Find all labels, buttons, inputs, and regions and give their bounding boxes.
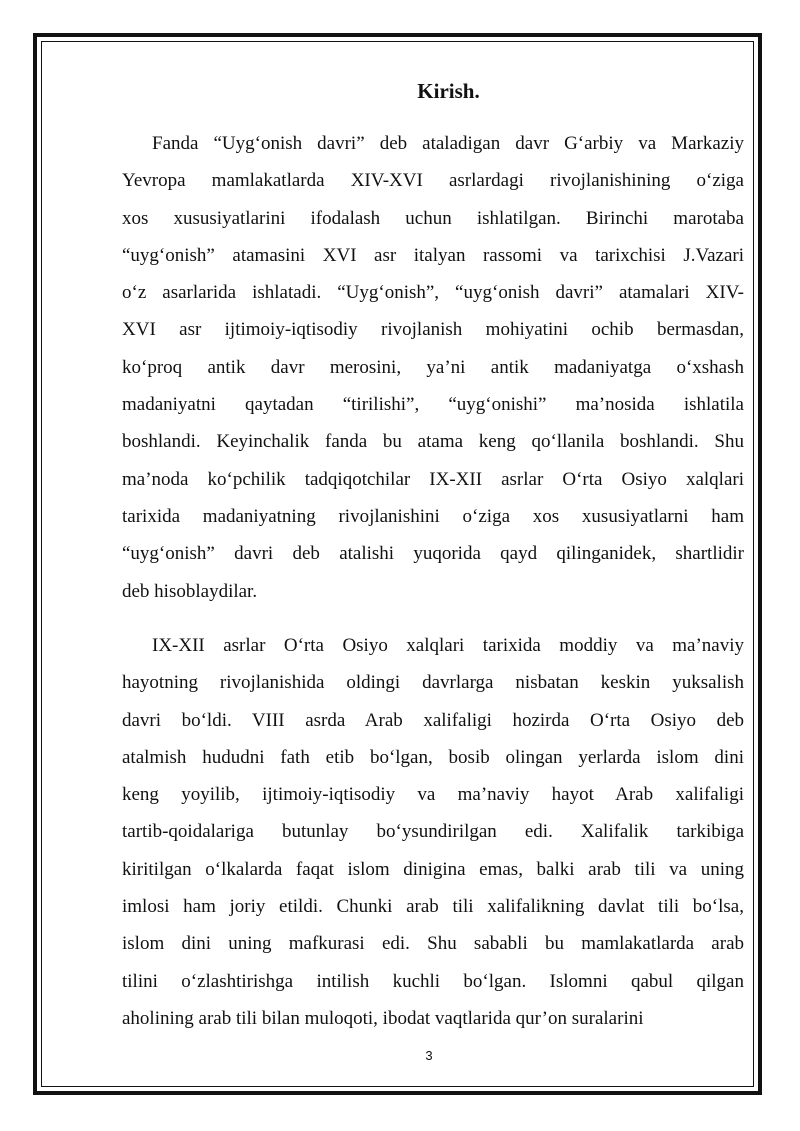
- page-title: Kirish.: [417, 79, 480, 103]
- paragraph-line: xos xususiyatlarini ifodalash uchun ishlatilgan. Birinchi marotaba: [122, 207, 744, 229]
- paragraph-line: ko‘proq antik davr merosini, ya’ni antik madaniyatga o‘xshash: [122, 356, 744, 378]
- paragraph-line: XVI asr ijtimoiy-iqtisodiy rivojlanish mohiyatini ochib bermasdan,: [122, 319, 744, 341]
- paragraph-line: Fanda “Uyg‘onish davri” deb ataladigan davr G‘arbiy va Markaziy: [152, 133, 744, 154]
- paragraph-line: aholining arab tili bilan muloqoti, ibodat vaqtlarida qur’on suralarini: [122, 1007, 644, 1029]
- paragraph-line: boshlandi. Keyinchalik fanda bu atama keng qo‘llanila boshlandi. Shu: [122, 431, 744, 453]
- paragraph-line: kiritilgan o‘lkalarda faqat islom dinigina emas, balki arab tili va uning: [122, 858, 744, 880]
- paragraph-1: [122, 125, 744, 610]
- paragraph-line: o‘z asarlarida ishlatadi. “Uyg‘onish”, “uyg‘onish davri” atamalari XIV-: [122, 282, 744, 304]
- paragraph-line: islom dini uning mafkurasi edi. Shu sababli bu mamlakatlarda arab: [122, 933, 744, 955]
- paragraph-line: davri bo‘ldi. VIII asrda Arab xalifaligi hozirda O‘rta Osiyo deb: [122, 709, 744, 731]
- paragraph-line: tilini o‘zlashtirishga intilish kuchli bo‘lgan. Islomni qabul qilgan: [122, 970, 744, 992]
- paragraph-line: ma’noda ko‘pchilik tadqiqotchilar IX-XII asrlar O‘rta Osiyo xalqlari: [122, 468, 744, 490]
- paragraph-line: imlosi ham joriy etildi. Chunki arab tili xalifalikning davlat tili bo‘lsa,: [122, 896, 744, 918]
- paragraph-line: Yevropa mamlakatlarda XIV-XVI asrlardagi rivojlanishining o‘ziga: [122, 170, 744, 192]
- paragraph-line: deb hisoblaydilar.: [122, 580, 258, 602]
- paragraph-line: “uyg‘onish” atamasini XVI asr italyan rassomi va tarixchisi J.Vazari: [122, 244, 744, 266]
- paragraph-line: atalmish hududni fath etib bo‘lgan, bosib olingan yerlarda islom dini: [122, 746, 744, 768]
- paragraph-line: IX-XII asrlar O‘rta Osiyo xalqlari tarixida moddiy va ma’naviy: [152, 635, 744, 656]
- page-number: 3: [425, 1048, 433, 1063]
- paragraph-line: hayotning rivojlanishida oldingi davrlarga nisbatan keskin yuksalish: [122, 672, 744, 694]
- paragraph-line: keng yoyilib, ijtimoiy-iqtisodiy va ma’naviy hayot Arab xalifaligi: [122, 784, 744, 806]
- paragraph-line: tarixida madaniyatning rivojlanishini o‘ziga xos xususiyatlarni ham: [122, 505, 744, 527]
- paragraph-line: madaniyatni qaytadan “tirilishi”, “uyg‘onishi” ma’nosida ishlatila: [122, 394, 744, 416]
- paragraph-2: [122, 627, 744, 1037]
- paragraph-line: tartib-qoidalariga butunlay bo‘ysundirilgan edi. Xalifalik tarkibiga: [122, 821, 744, 843]
- paragraph-line: “uyg‘onish” davri deb atalishi yuqorida qayd qilinganidek, shartlidir: [122, 543, 744, 565]
